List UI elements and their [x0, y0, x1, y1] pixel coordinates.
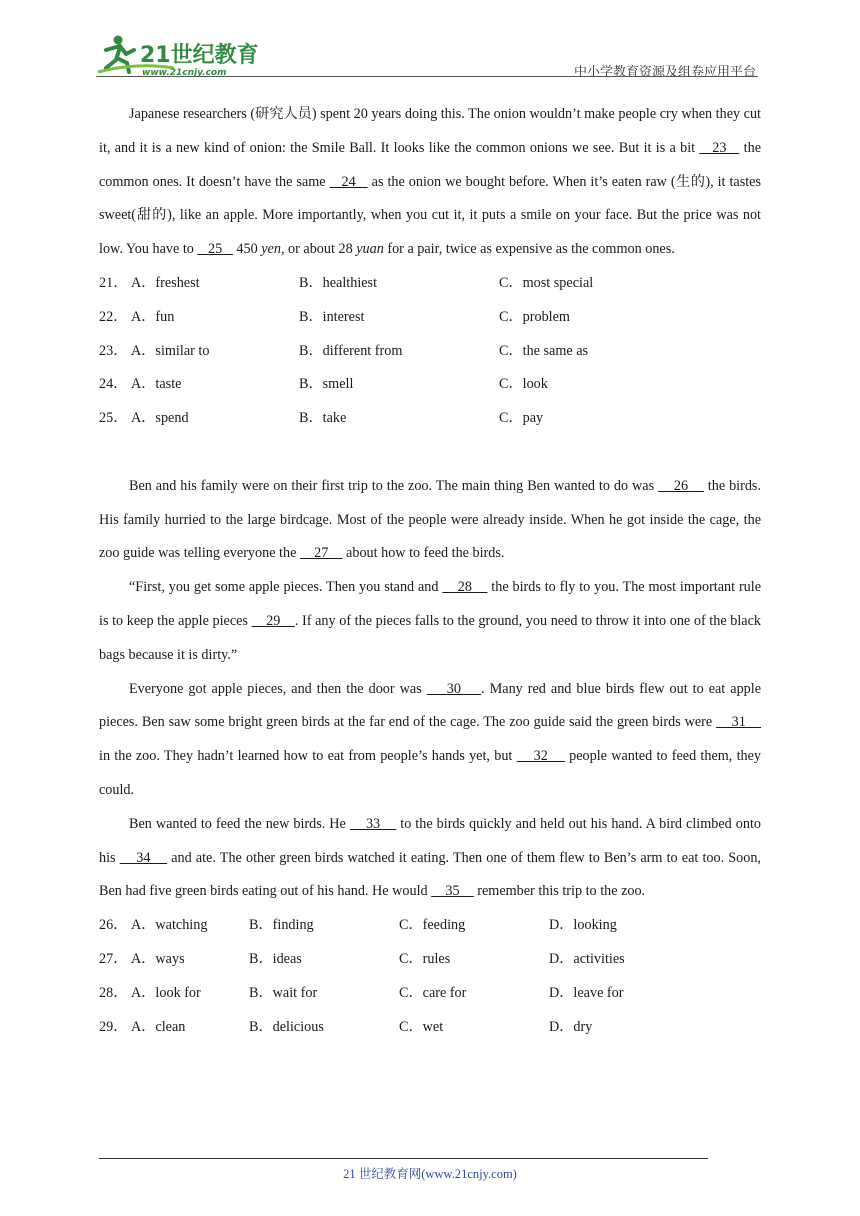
question-25: 25． A．spend B．take C．pay [99, 402, 761, 436]
blank-33: 33 [349, 815, 397, 832]
section-gap [99, 436, 761, 470]
question-23: 23． A．similar to B．different from C．the same as [99, 335, 761, 369]
blank-27: 27 [299, 545, 343, 562]
question-29: 29． A．clean B．delicious C．wet D．dry [99, 1011, 761, 1045]
option-a[interactable]: A．spend [131, 410, 189, 427]
question-21: 21． A．freshest B．healthiest C．most special [99, 267, 761, 301]
header-divider [96, 76, 758, 77]
option-d[interactable]: D．looking [549, 917, 617, 934]
svg-text:www.21cnjy.com: www.21cnjy.com [142, 68, 227, 76]
option-a[interactable]: A．taste [131, 376, 182, 393]
question-22: 22． A．fun B．interest C．problem [99, 301, 761, 335]
option-b[interactable]: B．healthiest [299, 274, 378, 291]
option-c[interactable]: C．most special [499, 274, 594, 291]
option-d[interactable]: D．leave for [549, 984, 624, 1001]
question-26: 26． A．watching B．finding C．feeding D．looking [99, 909, 761, 943]
question-list-2 [99, 909, 761, 1044]
option-c[interactable]: C．problem [499, 308, 570, 325]
platform-tagline: 中小学教育资源及组卷应用平台 [573, 65, 756, 80]
site-logo [96, 32, 266, 76]
passage-2 [99, 470, 761, 909]
passage-1 [99, 98, 761, 267]
blank-32: 32 [516, 748, 565, 765]
blank-30: 30 [426, 680, 482, 697]
question-28: 28． A．look for B．wait for C．care for D．leave for [99, 977, 761, 1011]
option-a[interactable]: A．similar to [131, 342, 210, 359]
option-a[interactable]: A．fun [131, 308, 175, 325]
blank-23: 23 [699, 139, 740, 156]
option-a[interactable]: A．freshest [131, 274, 200, 291]
passage-2-paragraph-4: Ben wanted to feed the new birds. He 33 to the birds quickly and held out his hand. A bird climbed onto his 34 and ate. The other green birds watched it eating. Then one of them flew to Ben’s arm to eat too. Soon, Ben had five green birds eating out of his hand. He would 35 remember this trip to the zoo. [99, 815, 761, 900]
option-b[interactable]: B．wait for [249, 984, 318, 1001]
option-b[interactable]: B．finding [249, 917, 314, 934]
option-a[interactable]: A．watching [131, 917, 208, 934]
blank-35: 35 [431, 883, 474, 900]
option-b[interactable]: B．take [299, 410, 347, 427]
passage-2-paragraph-2: “First, you get some apple pieces. Then you stand and 28 the birds to fly to you. The most important rule is to keep the apple pieces 29 . If any of the pieces falls to the ground, you need to throw it into one of the black bags because it is dirty.” [99, 579, 761, 663]
option-b[interactable]: B．different from [299, 342, 403, 359]
option-c[interactable]: C．rules [399, 950, 451, 967]
blank-26: 26 [658, 477, 704, 494]
svg-text:21世纪教育: 21世纪教育 [140, 43, 259, 68]
passage-1-paragraph: Japanese researchers (研究人员) spent 20 years doing this. The onion wouldn’t make people cry when they cut it, and it is a new kind of onion: the Smile Ball. It looks like the common onions we see. But it is a bit 23 the common ones. It doesn’t have the same 24 as the onion we bought before. When it’s eaten raw (生的), it tastes sweet(甜的), like an apple. More importantly, when you cut it, it puts a smile on your face. But the price was not low. You have to 25 450 yen, or about 28 yuan for a pair, twice as expensive as the common ones. [99, 106, 761, 258]
option-c[interactable]: C．feeding [399, 917, 466, 934]
option-d[interactable]: D．dry [549, 1018, 593, 1035]
blank-28: 28 [442, 579, 488, 596]
question-27: 27． A．ways B．ideas C．rules D．activities [99, 943, 761, 977]
footer-divider [99, 1158, 708, 1159]
page-header [96, 30, 758, 80]
option-b[interactable]: B．ideas [249, 950, 302, 967]
page-content [99, 98, 761, 1044]
option-c[interactable]: C．the same as [499, 342, 589, 359]
option-c[interactable]: C．wet [399, 1018, 444, 1035]
question-list-1 [99, 267, 761, 436]
blank-29: 29 [251, 612, 295, 629]
blank-25: 25 [197, 241, 233, 258]
passage-2-paragraph-1: Ben and his family were on their first trip to the zoo. The main thing Ben wanted to do was 26 the birds. His family hurried to the large birdcage. Most of the people were already inside. When he got inside the cage, the zoo guide was telling everyone the 27 about how to feed the birds. [99, 477, 761, 562]
option-b[interactable]: B．delicious [249, 1018, 324, 1035]
blank-24: 24 [329, 173, 368, 190]
option-a[interactable]: A．clean [131, 1018, 186, 1035]
option-a[interactable]: A．ways [131, 950, 185, 967]
option-a[interactable]: A．look for [131, 984, 201, 1001]
option-c[interactable]: C．pay [499, 410, 544, 427]
option-b[interactable]: B．smell [299, 376, 354, 393]
blank-31: 31 [716, 714, 762, 731]
blank-34: 34 [119, 849, 168, 866]
passage-2-paragraph-3: Everyone got apple pieces, and then the door was 30 . Many red and blue birds flew out to eat apple pieces. Ben saw some bright green birds at the far end of the cage. The zoo guide said the green birds were 31 in the zoo. They hadn’t learned how to eat from people’s hands yet, but 32 people wanted to feed them, they could. [99, 680, 762, 798]
option-d[interactable]: D．activities [549, 950, 625, 967]
option-c[interactable]: C．look [499, 376, 548, 393]
page-footer[interactable]: 21 世纪教育网(www.21cnjy.com) [343, 1167, 517, 1181]
option-b[interactable]: B．interest [299, 308, 365, 325]
option-c[interactable]: C．care for [399, 984, 467, 1001]
question-24: 24． A．taste B．smell C．look [99, 368, 761, 402]
